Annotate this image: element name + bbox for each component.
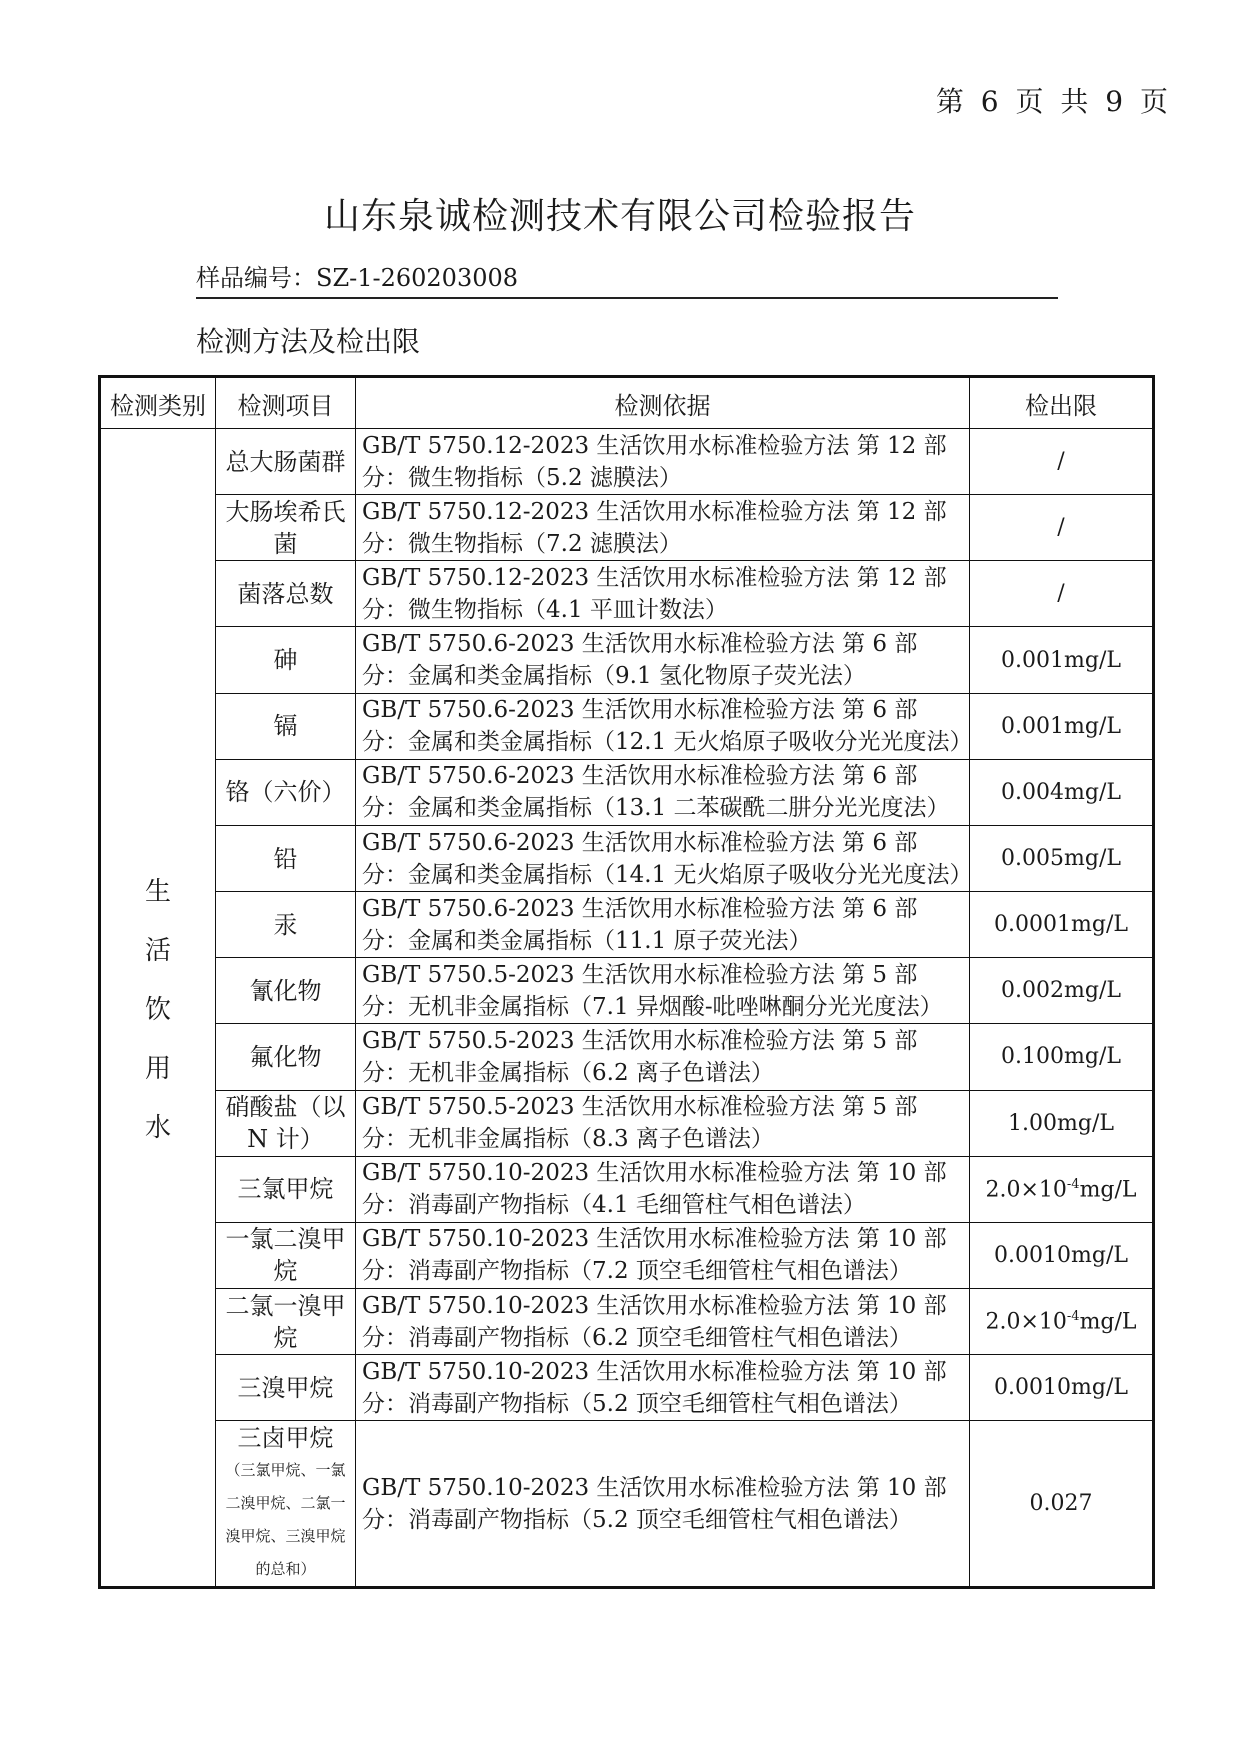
basis-cell: GB/T 5750.5-2023 生活饮用水标准检验方法 第 5 部分：无机非金属指标（6.2 离子色谱法） [356,1024,970,1090]
item-cell: 一氯二溴甲烷 [216,1222,356,1288]
basis-cell: GB/T 5750.6-2023 生活饮用水标准检验方法 第 6 部分：金属和类金属指标（14.1 无火焰原子吸收分光光度法） [356,825,970,891]
item-cell: 二氯一溴甲烷 [216,1289,356,1355]
table-row [100,1024,1154,1090]
table-row [100,825,1154,891]
item-cell: 三氯甲烷 [216,1156,356,1222]
sample-number-line [196,258,1058,299]
limit-cell: 0.001mg/L [970,627,1154,693]
basis-cell: GB/T 5750.10-2023 生活饮用水标准检验方法 第 10 部分：消毒副产物指标（5.2 顶空毛细管柱气相色谱法） [356,1421,970,1588]
item-cell: 镉 [216,693,356,759]
item-name: 三卤甲烷 [237,1423,334,1452]
table-row [100,693,1154,759]
category-char: 饮 [144,995,171,1025]
limit-cell: 0.002mg/L [970,958,1154,1024]
table-header-row [100,377,1154,429]
limit-cell: 0.100mg/L [970,1024,1154,1090]
limit-cell [970,1289,1154,1355]
item-cell: 汞 [216,892,356,958]
basis-cell: GB/T 5750.5-2023 生活饮用水标准检验方法 第 5 部分：无机非金属指标（7.1 异烟酸-吡唑啉酮分光光度法） [356,958,970,1024]
limit-cell: 0.004mg/L [970,759,1154,825]
limit-exponent: -4 [1066,1308,1080,1324]
basis-cell: GB/T 5750.10-2023 生活饮用水标准检验方法 第 10 部分：消毒副产物指标（6.2 顶空毛细管柱气相色谱法） [356,1289,970,1355]
table-row [100,1421,1154,1588]
table-row [100,1289,1154,1355]
item-cell: 菌落总数 [216,561,356,627]
basis-cell: GB/T 5750.10-2023 生活饮用水标准检验方法 第 10 部分：消毒副产物指标（4.1 毛细管柱气相色谱法） [356,1156,970,1222]
category-char: 生 [144,877,171,907]
header-category: 检测类别 [100,377,216,429]
limit-exponent: -4 [1066,1176,1080,1192]
basis-cell: GB/T 5750.12-2023 生活饮用水标准检验方法 第 12 部分：微生物指标（7.2 滤膜法） [356,495,970,561]
table-row [100,1222,1154,1288]
item-cell: 氰化物 [216,958,356,1024]
table-row [100,1156,1154,1222]
sample-number-value: SZ-1-260203008 [316,264,519,292]
limit-cell: 0.0010mg/L [970,1222,1154,1288]
limit-cell: 0.005mg/L [970,825,1154,891]
item-cell: 三溴甲烷 [216,1355,356,1421]
limit-cell [970,1156,1154,1222]
limit-cell: 0.027 [970,1421,1154,1588]
limit-cell: 1.00mg/L [970,1090,1154,1156]
methods-table [98,375,1155,1589]
item-cell: 大肠埃希氏菌 [216,495,356,561]
item-note: （三氯甲烷、一氯二溴甲烷、二氯一溴甲烷、三溴甲烷的总和） [225,1460,346,1578]
header-item: 检测项目 [216,377,356,429]
table-row [100,627,1154,693]
basis-cell: GB/T 5750.12-2023 生活饮用水标准检验方法 第 12 部分：微生物指标（4.1 平皿计数法） [356,561,970,627]
limit-cell: / [970,495,1154,561]
limit-base: 2.0×10 [985,1176,1067,1202]
item-cell: 铅 [216,825,356,891]
category-cell [100,429,216,1588]
page-number: 第 6 页 共 9 页 [935,85,1172,118]
limit-cell: 0.0010mg/L [970,1355,1154,1421]
table-row [100,1355,1154,1421]
basis-cell: GB/T 5750.10-2023 生活饮用水标准检验方法 第 10 部分：消毒副产物指标（5.2 顶空毛细管柱气相色谱法） [356,1355,970,1421]
limit-unit: mg/L [1079,1309,1137,1335]
limit-cell: 0.0001mg/L [970,892,1154,958]
limit-cell: 0.001mg/L [970,693,1154,759]
basis-cell: GB/T 5750.6-2023 生活饮用水标准检验方法 第 6 部分：金属和类金属指标（9.1 氢化物原子荧光法） [356,627,970,693]
basis-cell: GB/T 5750.6-2023 生活饮用水标准检验方法 第 6 部分：金属和类金属指标（13.1 二苯碳酰二肼分光光度法） [356,759,970,825]
header-basis: 检测依据 [356,377,970,429]
limit-base: 2.0×10 [985,1309,1067,1335]
basis-cell: GB/T 5750.10-2023 生活饮用水标准检验方法 第 10 部分：消毒副产物指标（7.2 顶空毛细管柱气相色谱法） [356,1222,970,1288]
table-row [100,958,1154,1024]
report-title: 山东泉诚检测技术有限公司检验报告 [323,196,916,237]
category-char: 活 [144,936,171,966]
sample-number-label: 样品编号： [196,264,316,292]
category-char: 水 [144,1113,171,1143]
table-row [100,561,1154,627]
item-cell: 砷 [216,627,356,693]
item-cell: 铬（六价） [216,759,356,825]
limit-cell: / [970,429,1154,495]
item-cell: 硝酸盐（以 N 计） [216,1090,356,1156]
section-title: 检测方法及检出限 [196,325,421,358]
item-cell: 总大肠菌群 [216,429,356,495]
basis-cell: GB/T 5750.12-2023 生活饮用水标准检验方法 第 12 部分：微生物指标（5.2 滤膜法） [356,429,970,495]
item-cell [216,1421,356,1588]
table-row [100,759,1154,825]
basis-cell: GB/T 5750.5-2023 生活饮用水标准检验方法 第 5 部分：无机非金属指标（8.3 离子色谱法） [356,1090,970,1156]
basis-cell: GB/T 5750.6-2023 生活饮用水标准检验方法 第 6 部分：金属和类金属指标（12.1 无火焰原子吸收分光光度法） [356,693,970,759]
category-char: 用 [144,1054,171,1084]
table-row [100,495,1154,561]
header-limit: 检出限 [970,377,1154,429]
table-row [100,1090,1154,1156]
basis-cell: GB/T 5750.6-2023 生活饮用水标准检验方法 第 6 部分：金属和类金属指标（11.1 原子荧光法） [356,892,970,958]
limit-unit: mg/L [1079,1176,1137,1202]
limit-cell: / [970,561,1154,627]
item-cell: 氟化物 [216,1024,356,1090]
table-row [100,892,1154,958]
table-row [100,429,1154,495]
